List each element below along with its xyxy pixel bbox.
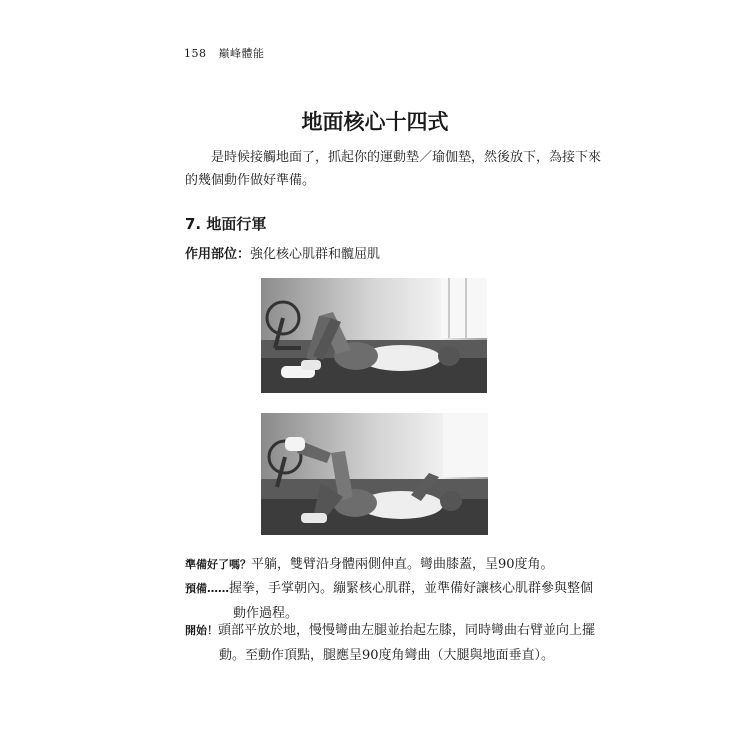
step-ready-lead: 準備好了嗎？	[185, 558, 251, 571]
step-prepare-text-cont: 動作過程。	[233, 606, 299, 621]
intro-paragraph: 是時候接觸地面了，抓起你的運動墊／瑜伽墊，然後放下，為接下來的幾個動作做好準備。	[185, 150, 602, 188]
step-ready	[185, 552, 605, 577]
step-start-text: 頭部平放於地，慢慢彎曲左腿並抬起左膝，同時彎曲右臂並向上擺	[218, 623, 596, 638]
exercise-photo-start	[261, 278, 487, 393]
chapter-title: 地面核心十四式	[301, 110, 449, 134]
target-label: 作用部位：	[185, 247, 251, 262]
step-start	[185, 618, 605, 668]
step-start-text-cont: 動。至動作頂點，腿應呈90度角彎曲（大腿與地面垂直）。	[219, 648, 555, 663]
page-number: 158	[184, 47, 207, 60]
step-prepare-text: 握拳，手掌朝內。繃緊核心肌群，並準備好讓核心肌群參與整個	[229, 581, 594, 596]
step-prepare-lead: 預備……	[185, 582, 229, 595]
step-start-lead: 開始！	[185, 624, 218, 637]
running-header	[184, 45, 265, 61]
book-title: 巔峰體能	[218, 47, 265, 60]
step-ready-text: 平躺，雙臂沿身體兩側伸直。彎曲膝蓋，呈90度角。	[251, 557, 554, 572]
exercise-photo-leg-raised	[261, 413, 488, 535]
target-muscles	[185, 243, 380, 262]
target-text: 強化核心肌群和髖屈肌	[250, 247, 381, 262]
exercise-title: 7. 地面行軍	[185, 215, 267, 233]
